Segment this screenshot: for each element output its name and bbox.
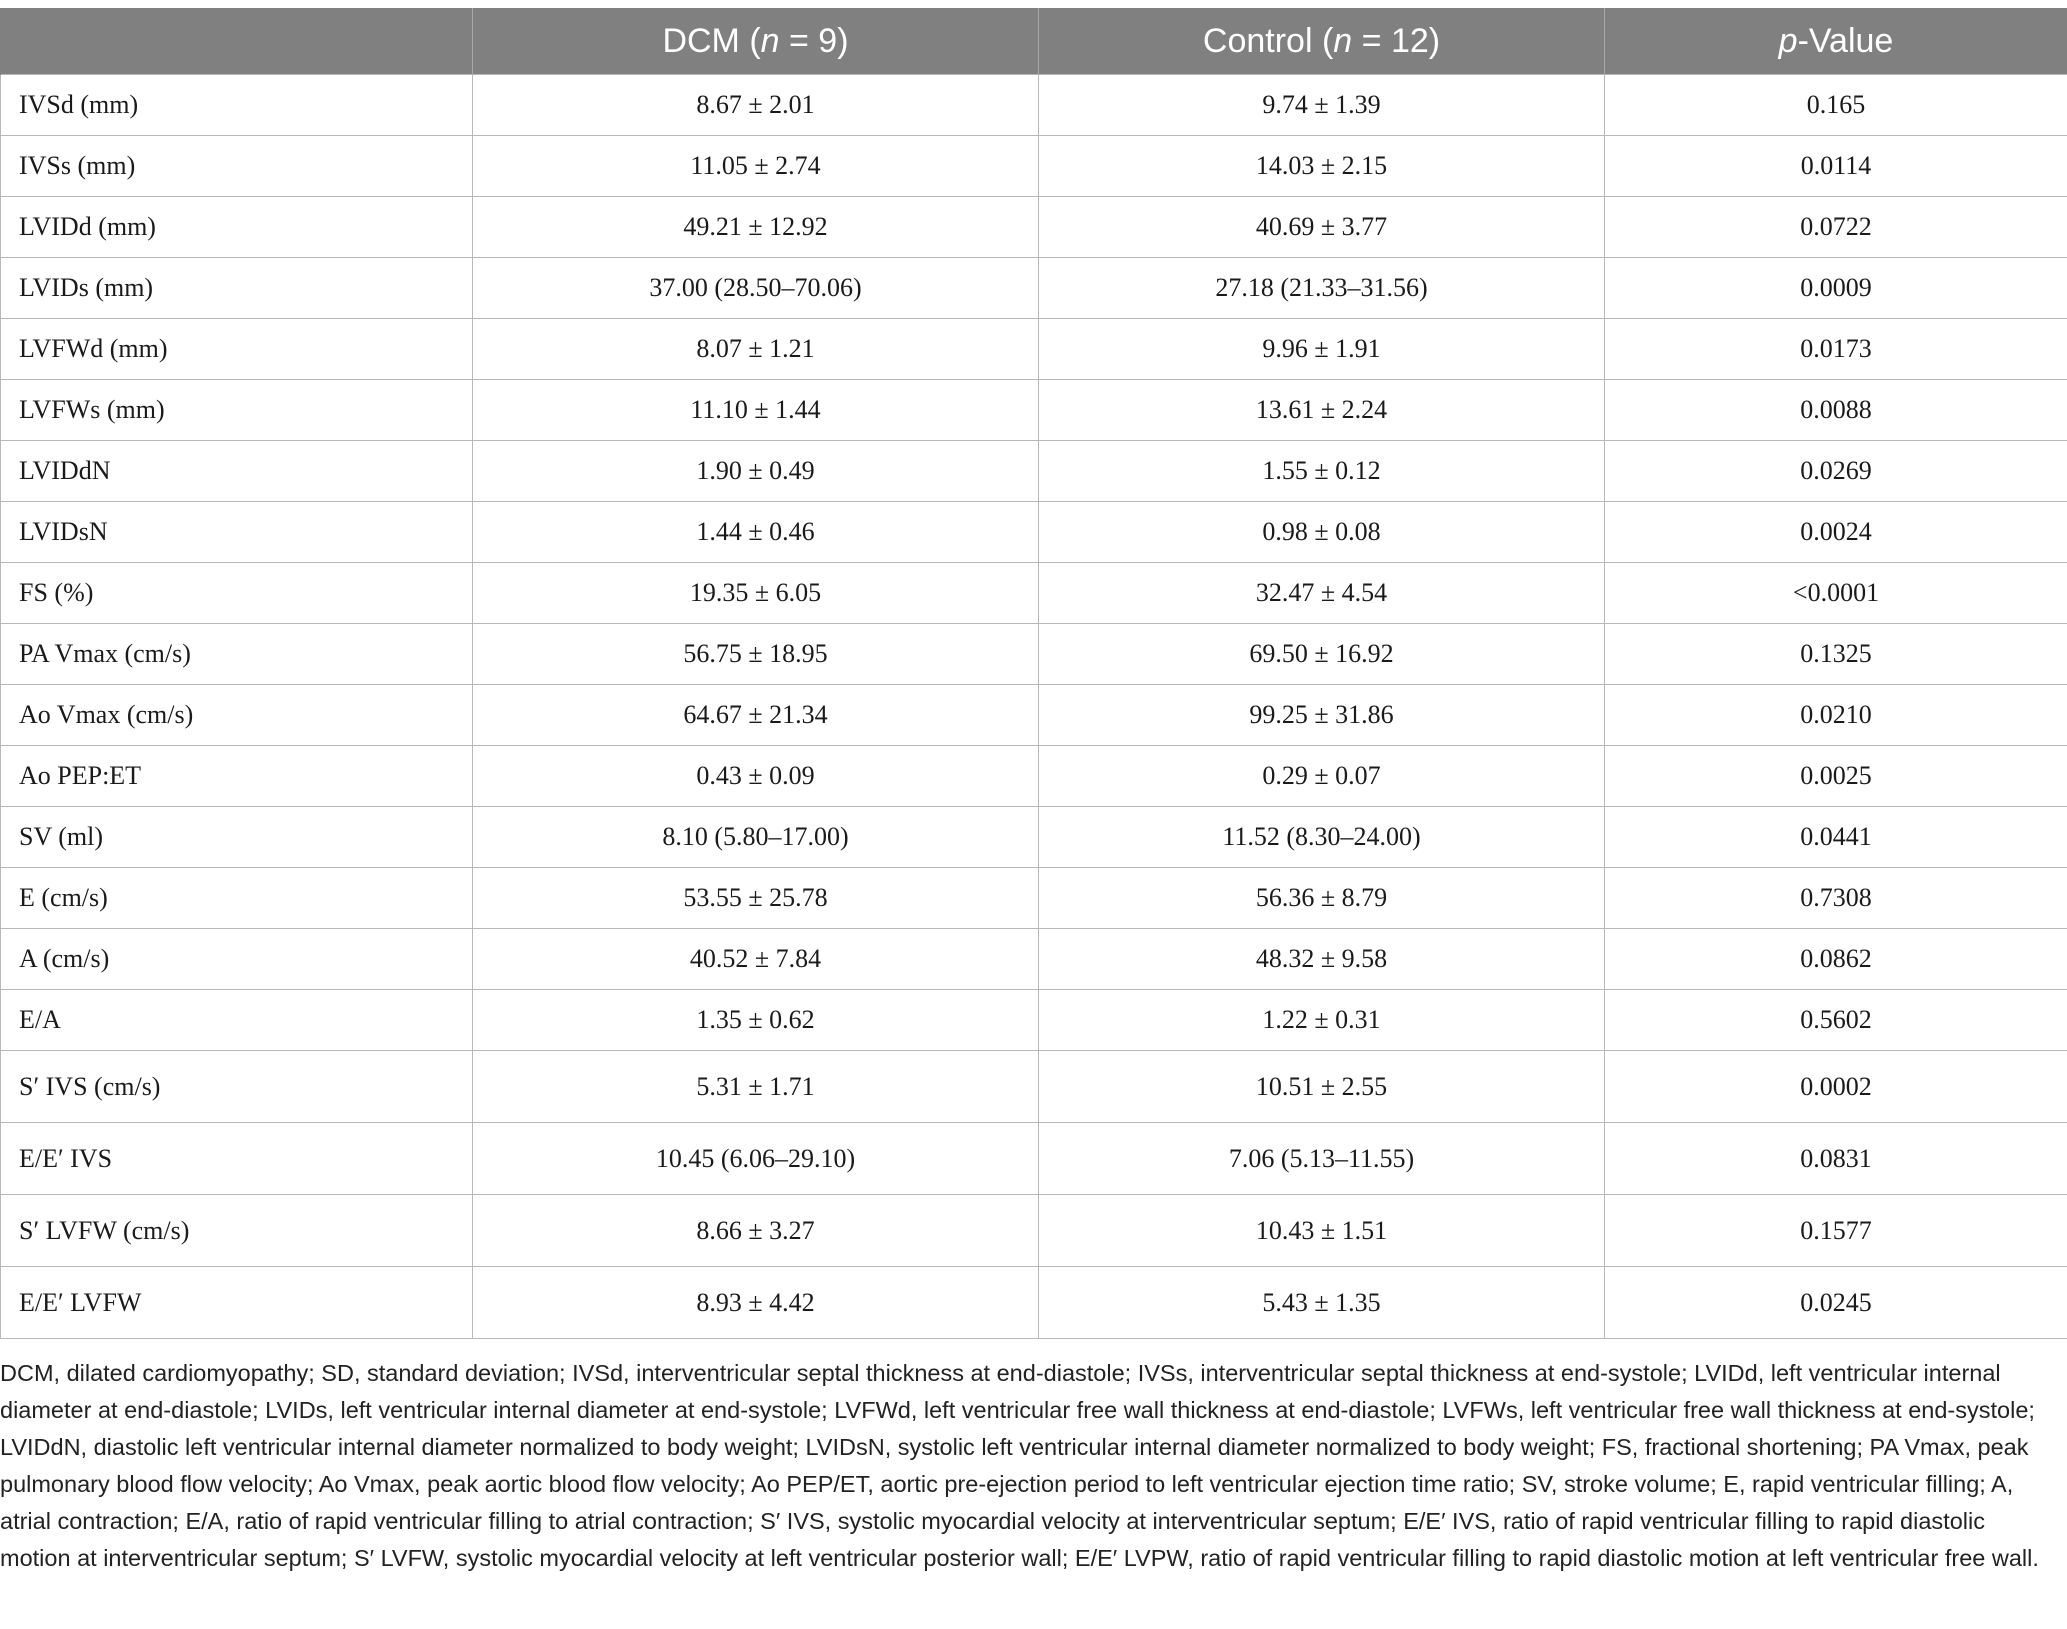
header-p-italic: p <box>1778 21 1798 60</box>
table-row <box>1 136 2067 197</box>
cell-p-value: 0.0024 <box>1605 502 2067 563</box>
row-label: SV (ml) <box>1 807 473 868</box>
cell-dcm: 56.75 ± 18.95 <box>473 624 1039 685</box>
row-label: S′ LVFW (cm/s) <box>1 1195 473 1267</box>
cell-dcm: 1.44 ± 0.46 <box>473 502 1039 563</box>
cell-dcm: 8.66 ± 3.27 <box>473 1195 1039 1267</box>
cell-p-value: 0.165 <box>1605 75 2067 136</box>
cell-dcm: 11.05 ± 2.74 <box>473 136 1039 197</box>
row-label: E/E′ IVS <box>1 1123 473 1195</box>
table-row <box>1 1267 2067 1339</box>
cell-p-value: 0.0441 <box>1605 807 2067 868</box>
header-parameter <box>1 8 473 75</box>
row-label: S′ IVS (cm/s) <box>1 1051 473 1123</box>
echocardiography-table <box>0 8 2067 1339</box>
cell-dcm: 8.93 ± 4.42 <box>473 1267 1039 1339</box>
row-label: FS (%) <box>1 563 473 624</box>
cell-control: 9.74 ± 1.39 <box>1039 75 1605 136</box>
table-row <box>1 258 2067 319</box>
header-control <box>1039 8 1605 75</box>
cell-p-value: 0.0210 <box>1605 685 2067 746</box>
cell-p-value: 0.0002 <box>1605 1051 2067 1123</box>
cell-p-value: <0.0001 <box>1605 563 2067 624</box>
cell-p-value: 0.5602 <box>1605 990 2067 1051</box>
cell-dcm: 1.90 ± 0.49 <box>473 441 1039 502</box>
cell-control: 10.43 ± 1.51 <box>1039 1195 1605 1267</box>
table-row <box>1 380 2067 441</box>
table-row <box>1 624 2067 685</box>
cell-dcm: 1.35 ± 0.62 <box>473 990 1039 1051</box>
cell-p-value: 0.0173 <box>1605 319 2067 380</box>
cell-p-value: 0.0114 <box>1605 136 2067 197</box>
cell-p-value: 0.0722 <box>1605 197 2067 258</box>
cell-control: 5.43 ± 1.35 <box>1039 1267 1605 1339</box>
row-label: E (cm/s) <box>1 868 473 929</box>
cell-p-value: 0.0269 <box>1605 441 2067 502</box>
cell-control: 69.50 ± 16.92 <box>1039 624 1605 685</box>
row-label: A (cm/s) <box>1 929 473 990</box>
row-label: LVFWd (mm) <box>1 319 473 380</box>
cell-p-value: 0.0088 <box>1605 380 2067 441</box>
table-row <box>1 75 2067 136</box>
header-row <box>1 8 2067 75</box>
cell-dcm: 5.31 ± 1.71 <box>473 1051 1039 1123</box>
table-row <box>1 807 2067 868</box>
cell-control: 40.69 ± 3.77 <box>1039 197 1605 258</box>
cell-p-value: 0.1325 <box>1605 624 2067 685</box>
cell-control: 14.03 ± 2.15 <box>1039 136 1605 197</box>
row-label: LVFWs (mm) <box>1 380 473 441</box>
table-row <box>1 1123 2067 1195</box>
table-footnote: DCM, dilated cardiomyopathy; SD, standard deviation; IVSd, interventricular septal thickness at end-diastole; IVSs, interventricular septal thickness at end-systole; LVIDd, left ventricular internal diameter at end-diastole; LVIDs, left ventricular internal diameter at end-systole; LVFWd, left ventricular free wall thickness at end-diastole; LVFWs, left ventricular free wall thickness at end-systole; LVIDdN, diastolic left ventricular internal diameter normalized to body weight; LVIDsN, systolic left ventricular internal diameter normalized to body weight; FS, fractional shortening; PA Vmax, peak pulmonary blood flow velocity; Ao Vmax, peak aortic blood flow velocity; Ao PEP/ET, aortic pre-ejection period to left ventricular ejection time ratio; SV, stroke volume; E, rapid ventricular filling; A, atrial contraction; E/A, ratio of rapid ventricular filling to atrial contraction; S′ IVS, systolic myocardial velocity at interventricular septum; E/E′ IVS, ratio of rapid ventricular filling to rapid diastolic motion at interventricular septum; S′ LVFW, systolic myocardial velocity at left ventricular posterior wall; E/E′ LVPW, ratio of rapid ventricular filling to rapid diastolic motion at left ventricular free wall. <box>0 1360 2039 1571</box>
header-dcm-text-a: DCM ( <box>662 21 761 60</box>
table-row <box>1 197 2067 258</box>
cell-p-value: 0.0009 <box>1605 258 2067 319</box>
cell-dcm: 53.55 ± 25.78 <box>473 868 1039 929</box>
table-row <box>1 746 2067 807</box>
row-label: E/A <box>1 990 473 1051</box>
cell-control: 0.98 ± 0.08 <box>1039 502 1605 563</box>
table-header <box>1 8 2067 75</box>
header-p-text: -Value <box>1797 21 1894 60</box>
cell-control: 0.29 ± 0.07 <box>1039 746 1605 807</box>
data-table-container <box>0 8 2067 1339</box>
cell-dcm: 8.07 ± 1.21 <box>473 319 1039 380</box>
header-control-text-a: Control ( <box>1202 21 1334 60</box>
cell-p-value: 0.0831 <box>1605 1123 2067 1195</box>
table-row <box>1 441 2067 502</box>
cell-control: 1.55 ± 0.12 <box>1039 441 1605 502</box>
header-dcm-text-b: = 9) <box>779 21 849 60</box>
table-row <box>1 1195 2067 1267</box>
row-label: LVIDdN <box>1 441 473 502</box>
header-control-n: n <box>1333 21 1353 60</box>
table-row <box>1 563 2067 624</box>
cell-control: 32.47 ± 4.54 <box>1039 563 1605 624</box>
row-label: LVIDd (mm) <box>1 197 473 258</box>
cell-control: 27.18 (21.33–31.56) <box>1039 258 1605 319</box>
header-p-value <box>1605 8 2067 75</box>
cell-control: 13.61 ± 2.24 <box>1039 380 1605 441</box>
table-row <box>1 929 2067 990</box>
cell-dcm: 8.67 ± 2.01 <box>473 75 1039 136</box>
table-row <box>1 1051 2067 1123</box>
header-dcm-n: n <box>760 21 780 60</box>
cell-control: 48.32 ± 9.58 <box>1039 929 1605 990</box>
cell-control: 99.25 ± 31.86 <box>1039 685 1605 746</box>
cell-dcm: 0.43 ± 0.09 <box>473 746 1039 807</box>
cell-control: 9.96 ± 1.91 <box>1039 319 1605 380</box>
table-row <box>1 685 2067 746</box>
row-label: Ao PEP:ET <box>1 746 473 807</box>
row-label: LVIDs (mm) <box>1 258 473 319</box>
table-body <box>1 75 2067 1339</box>
header-dcm <box>473 8 1039 75</box>
cell-p-value: 0.1577 <box>1605 1195 2067 1267</box>
table-row <box>1 502 2067 563</box>
cell-control: 1.22 ± 0.31 <box>1039 990 1605 1051</box>
cell-p-value: 0.0245 <box>1605 1267 2067 1339</box>
cell-p-value: 0.0025 <box>1605 746 2067 807</box>
cell-p-value: 0.7308 <box>1605 868 2067 929</box>
cell-dcm: 8.10 (5.80–17.00) <box>473 807 1039 868</box>
cell-control: 11.52 (8.30–24.00) <box>1039 807 1605 868</box>
row-label: Ao Vmax (cm/s) <box>1 685 473 746</box>
cell-control: 56.36 ± 8.79 <box>1039 868 1605 929</box>
cell-dcm: 11.10 ± 1.44 <box>473 380 1039 441</box>
cell-control: 7.06 (5.13–11.55) <box>1039 1123 1605 1195</box>
table-row <box>1 868 2067 929</box>
header-control-text-b: = 12) <box>1352 21 1441 60</box>
cell-dcm: 40.52 ± 7.84 <box>473 929 1039 990</box>
cell-dcm: 49.21 ± 12.92 <box>473 197 1039 258</box>
cell-dcm: 10.45 (6.06–29.10) <box>473 1123 1039 1195</box>
table-row <box>1 990 2067 1051</box>
row-label: LVIDsN <box>1 502 473 563</box>
cell-control: 10.51 ± 2.55 <box>1039 1051 1605 1123</box>
row-label: IVSs (mm) <box>1 136 473 197</box>
row-label: E/E′ LVFW <box>1 1267 473 1339</box>
cell-p-value: 0.0862 <box>1605 929 2067 990</box>
table-row <box>1 319 2067 380</box>
row-label: IVSd (mm) <box>1 75 473 136</box>
row-label: PA Vmax (cm/s) <box>1 624 473 685</box>
cell-dcm: 19.35 ± 6.05 <box>473 563 1039 624</box>
cell-dcm: 37.00 (28.50–70.06) <box>473 258 1039 319</box>
cell-dcm: 64.67 ± 21.34 <box>473 685 1039 746</box>
